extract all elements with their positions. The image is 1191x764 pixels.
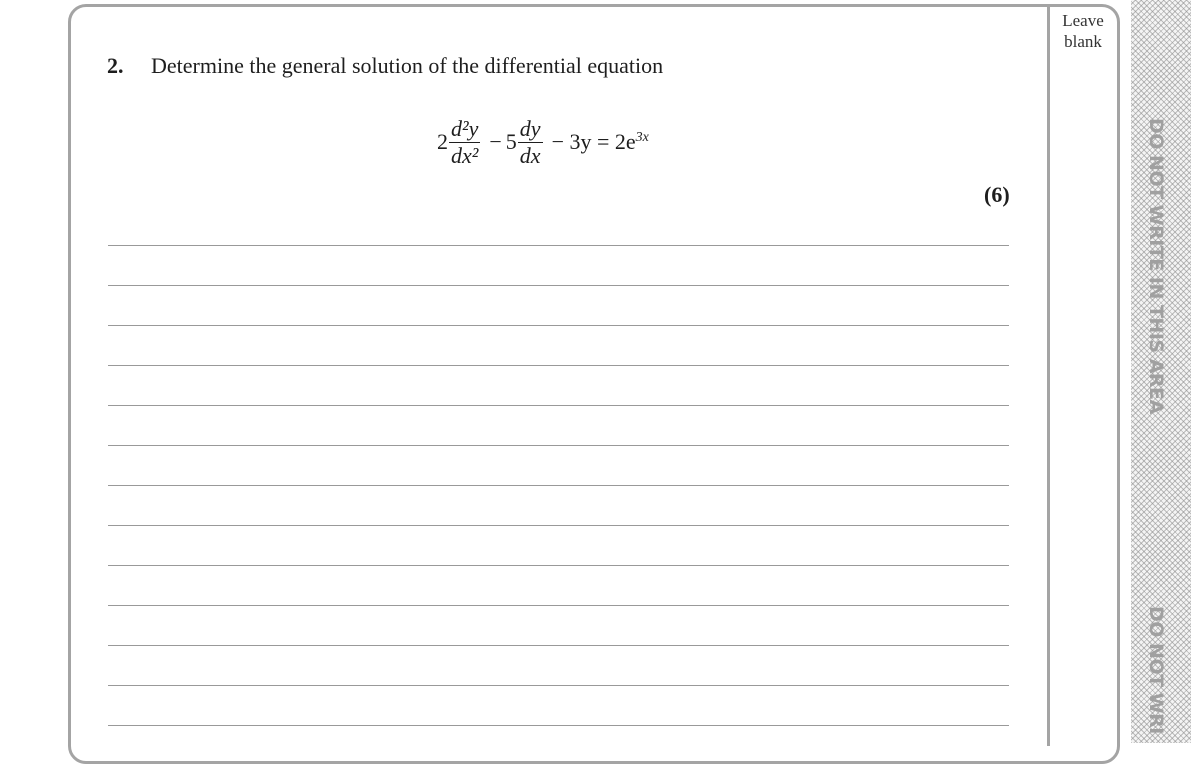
- exponent: 3x: [635, 130, 649, 145]
- do-not-write-warning: DO NOT WRITE IN THIS AREA: [1145, 118, 1167, 414]
- fraction-numerator: dy: [519, 115, 541, 141]
- answer-line: [108, 405, 1009, 406]
- leave-blank-line-1: Leave: [1062, 11, 1104, 30]
- answer-line: [108, 525, 1009, 526]
- answer-line: [108, 725, 1009, 726]
- answer-line: [108, 325, 1009, 326]
- answer-line: [108, 685, 1009, 686]
- answer-line: [108, 485, 1009, 486]
- differential-equation: [437, 112, 649, 172]
- answer-line: [108, 565, 1009, 566]
- do-not-write-warning-truncated: DO NOT WRI: [1145, 606, 1167, 734]
- fraction-denominator: dx: [519, 142, 541, 168]
- answer-line: [108, 645, 1009, 646]
- first-derivative-fraction: [518, 116, 543, 169]
- equation-remainder: − 3y = 2e: [551, 129, 636, 154]
- answer-line: [108, 245, 1009, 246]
- fraction-denominator: dx²: [451, 142, 479, 168]
- answer-line: [108, 605, 1009, 606]
- coefficient-b: 5: [505, 129, 517, 154]
- answer-line: [108, 285, 1009, 286]
- leave-blank-line-2: blank: [1064, 32, 1102, 51]
- minus-sign: −: [489, 129, 502, 154]
- coefficient-a: 2: [437, 129, 448, 154]
- question-prompt: Determine the general solution of the differential equation: [151, 53, 664, 78]
- fraction-numerator: d²y: [451, 115, 479, 141]
- marks-label: (6): [984, 182, 1010, 207]
- question-number: 2.: [107, 53, 124, 78]
- answer-line: [108, 445, 1009, 446]
- answer-line: [108, 365, 1009, 366]
- leave-blank-label: [1052, 10, 1114, 52]
- second-derivative-fraction: [449, 116, 480, 169]
- margin-divider: [1047, 6, 1050, 746]
